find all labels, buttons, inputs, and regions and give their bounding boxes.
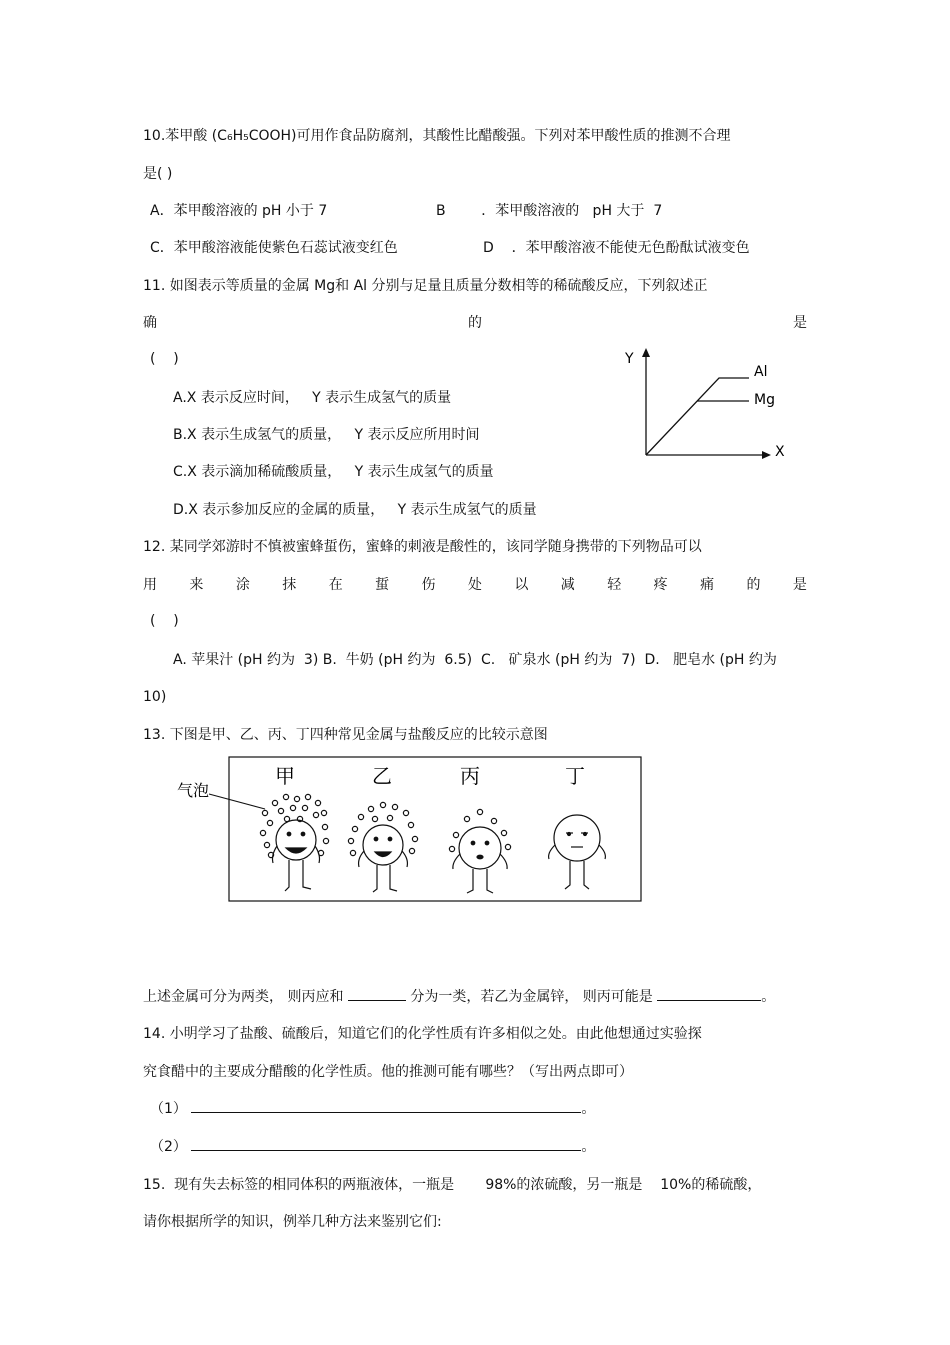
q11-spread-char: 是: [793, 315, 807, 331]
q12-spread-char: 以: [514, 577, 529, 593]
q12-spread-char: 减: [560, 577, 575, 593]
q10-option-c: C．苯甲酸溶液能使紫色石蕊试液变红色: [150, 240, 398, 256]
y-axis-arrow: [642, 348, 650, 357]
q10-option-a: A．苯甲酸溶液的 pH 小于 7: [150, 203, 328, 219]
q11-option-c: C.X 表示滴加稀硫酸质量， Y 表示生成氢气的质量: [173, 464, 494, 480]
q11-spread-char: 确: [143, 315, 157, 331]
q12-options-cont: 10): [143, 689, 167, 705]
q12-stem-spread: [143, 576, 807, 594]
bubble-pointer: [209, 794, 265, 809]
q12-spread-char: 轻: [607, 577, 622, 593]
q14-item-2-label: （2）: [150, 1139, 187, 1155]
q13-answer-line: [143, 988, 775, 1006]
q12-stem: 12. 某同学郊游时不慎被蜜蜂蜇伤，蜜蜂的刺液是酸性的，该同学随身携带的下列物品可以: [143, 539, 702, 555]
x-axis-arrow: [762, 451, 771, 459]
q13-blank-2[interactable]: [657, 988, 761, 1001]
q13-answer-part-b: 分为一类，若乙为金属锌， 则丙可能是: [410, 989, 653, 1005]
q10-stem: 10.苯甲酸 (C₆H₅COOH)可用作食品防腐剂，其酸性比醋酸强。下列对苯甲酸性质的推测不合理: [143, 128, 731, 144]
q10-option-d: D ．苯甲酸溶液不能使无色酚酞试液变色: [483, 240, 750, 256]
q12-spread-char: 是: [792, 577, 807, 593]
q15-stem-cont: 请你根据所学的知识，例举几种方法来鉴别它们:: [143, 1214, 442, 1230]
q12-spread-char: 涂: [235, 577, 250, 593]
q11-option-b: B.X 表示生成氢气的质量， Y 表示反应所用时间: [173, 427, 480, 443]
q12-spread-char: 疼: [653, 577, 668, 593]
figure-ding: [549, 815, 606, 889]
q14-item-2-end: 。: [581, 1139, 596, 1155]
q12-spread-char: 抹: [282, 577, 297, 593]
q11-answer-paren: ( ): [150, 351, 179, 367]
q14-stem: 14. 小明学习了盐酸、硫酸后，知道它们的化学性质有许多相似之处。由此他想通过实验探: [143, 1026, 702, 1042]
q11-stem-spread: [143, 314, 807, 332]
q12-options: A. 苹果汁 (pH 约为 3) B. 牛奶 (pH 约为 6.5) C. 矿泉水 (pH 约为 7) D. 肥皂水 (pH 约为: [173, 652, 777, 668]
q12-spread-char: 来: [189, 577, 204, 593]
figure-jia: [260, 794, 328, 891]
q13-answer-end: 。: [761, 989, 776, 1005]
bubble-label: 气泡: [177, 781, 210, 800]
q11-option-d: D.X 表示参加反应的金属的质量， Y 表示生成氢气的质量: [173, 502, 537, 518]
x-axis-label: X: [775, 444, 785, 460]
q13-blank-1[interactable]: [348, 988, 406, 1001]
y-axis-label: Y: [625, 351, 634, 367]
q11-graph: [615, 343, 795, 468]
q14-blank-1[interactable]: [191, 1100, 581, 1113]
series-al-label: Al: [754, 364, 768, 380]
q14-item-1-end: 。: [581, 1101, 596, 1117]
q12-spread-char: 痛: [700, 577, 715, 593]
q14-blank-2[interactable]: [191, 1138, 581, 1151]
q12-spread-char: 伤: [421, 577, 436, 593]
series-mg-label: Mg: [754, 392, 775, 408]
figure-bing: [449, 809, 510, 893]
metal-label-ding: 丁: [565, 764, 585, 788]
metal-label-bing: 丙: [460, 764, 480, 788]
q13-stem: 13. 下图是甲、乙、丙、丁四种常见金属与盐酸反应的比较示意图: [143, 727, 548, 743]
q15-stem: 15. 现有失去标签的相同体积的两瓶液体，一瓶是 98%的浓硫酸，另一瓶是 10%的稀硫酸，: [143, 1177, 762, 1193]
q12-spread-char: 用: [143, 577, 157, 593]
series-al-line: [646, 378, 749, 455]
q11-stem: 11. 如图表示等质量的金属 Mg和 Al 分别与足量且质量分数相等的稀硫酸反应，下列叙述正: [143, 278, 708, 294]
q12-spread-char: 在: [328, 577, 343, 593]
q12-spread-char: 蜇: [375, 577, 390, 593]
q13-figure: [175, 755, 645, 905]
q12-spread-char: 处: [467, 577, 482, 593]
q13-answer-part-a: 上述金属可分为两类， 则丙应和: [143, 989, 344, 1005]
q14-stem-cont: 究食醋中的主要成分醋酸的化学性质。他的推测可能有哪些？（写出两点即可）: [143, 1064, 633, 1080]
metal-label-jia: 甲: [275, 764, 295, 788]
q12-spread-char: 的: [746, 577, 761, 593]
bubbles-yi: [348, 802, 417, 855]
q14-item-1: [150, 1100, 595, 1118]
q10-stem-cont: 是( ): [143, 166, 173, 182]
q14-item-2: [150, 1138, 595, 1156]
q14-item-1-label: （1）: [150, 1101, 187, 1117]
q10-option-b: B ．苯甲酸溶液的 pH 大于 7: [436, 203, 663, 219]
q11-option-a: A.X 表示反应时间， Y 表示生成氢气的质量: [173, 390, 452, 406]
metal-label-yi: 乙: [372, 764, 392, 788]
q12-answer-paren: ( ): [150, 613, 179, 629]
figure-yi: [348, 802, 417, 892]
q11-spread-char: 的: [468, 315, 482, 331]
